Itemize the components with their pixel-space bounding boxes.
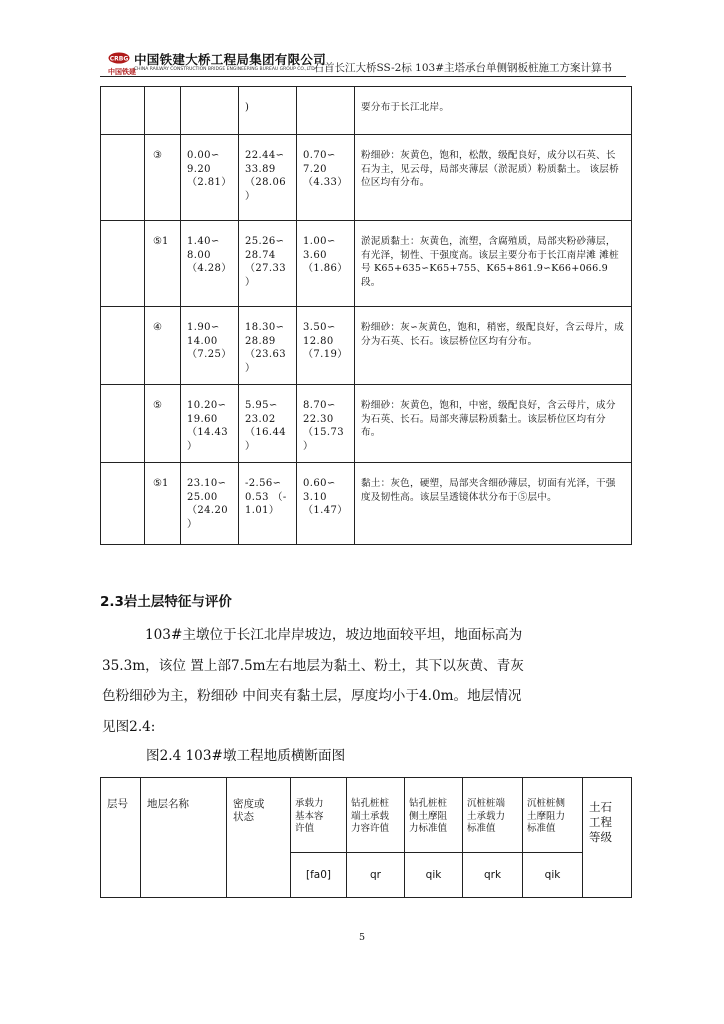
blank-cell xyxy=(101,463,145,545)
table-row xyxy=(101,135,632,221)
blank-cell xyxy=(101,87,145,135)
layer-description: 黏土：灰色，硬塑，局部夹含细砂薄层，切面有光泽，干强度及韧性高。该层呈透镜体状分布于⑤层中。 xyxy=(361,478,616,503)
header-layer-no: 层号 xyxy=(107,798,128,810)
layer-elevation: 5.95∽ 23.02 （16.44 ） xyxy=(245,400,287,452)
layer-depth-cell xyxy=(181,135,239,221)
layer-depth-cell xyxy=(181,307,239,385)
layer-elevation-cell xyxy=(239,463,297,545)
layer-thickness-cell xyxy=(297,221,355,307)
header-grade: 土石 工程 等级 xyxy=(589,800,612,844)
layer-depth: 0.00∽ 9.20 （2.81） xyxy=(187,150,232,188)
layer-thickness-cell xyxy=(297,307,355,385)
layer-id-cell xyxy=(145,87,181,135)
layer-id: ⑤ xyxy=(153,400,162,411)
table-row xyxy=(101,307,632,385)
layer-thickness: 1.00∽ 3.60 （1.86） xyxy=(303,236,348,274)
layer-depth: 1.40∽ 8.00 （4.28） xyxy=(187,236,232,274)
header-layer-name: 地层名称 xyxy=(147,798,189,810)
layer-elevation: -2.56∽ 0.53 （- 1.01） xyxy=(245,478,287,516)
layer-id: ⑤1 xyxy=(153,478,169,489)
layer-depth xyxy=(181,87,238,101)
layer-description: 淤泥质黏土：灰黄色，流塑，含腐殖质，局部夹粉砂薄层，有光泽，韧性、干强度高。该层主要分布于长江南岸滩 滩桩号 K65+635∽K65+755、K65+861.9∽K66+066.9段。 xyxy=(361,236,619,288)
logo-subtitle: 中国铁建 xyxy=(108,68,136,76)
layer-description: 粉细砂：灰黄色，饱和，松散，级配良好，成分以石英、长石为主，见云母，局部夹薄层（淤泥质）粉质黏土。 该层桥位区均有分布。 xyxy=(361,150,619,188)
header-bearing-capacity: 承载力 基本容 许值 xyxy=(295,798,324,834)
symbol-qik-driven: qik xyxy=(523,853,583,898)
layer-id-cell xyxy=(145,307,181,385)
crbg-logo-icon xyxy=(108,52,130,64)
paragraph-line: 色粉细砂为主，粉细砂 中间夹有黏土层，厚度均小于4.0m。地层情况 xyxy=(102,688,522,704)
layer-elevation-cell xyxy=(239,385,297,463)
layer-id-cell xyxy=(145,221,181,307)
layer-elevation-cell xyxy=(239,135,297,221)
layer-thickness-cell xyxy=(297,135,355,221)
layer-depth: 23.10∽ 25.00 （24.20 ） xyxy=(187,478,229,530)
layer-description: 要分布于长江北岸。 xyxy=(361,102,450,113)
header-divider xyxy=(100,76,626,77)
layer-id-cell xyxy=(145,135,181,221)
layer-depth: 10.20∽ 19.60 （14.43 ） xyxy=(187,400,229,452)
layer-id-cell xyxy=(145,463,181,545)
layer-id: ⑤1 xyxy=(153,236,169,247)
layer-description-cell xyxy=(355,135,632,221)
layer-id: ③ xyxy=(153,150,162,161)
table-row xyxy=(101,221,632,307)
layer-elevation-cell xyxy=(239,221,297,307)
header-density: 密度或 状态 xyxy=(233,798,265,823)
layer-depth-cell xyxy=(181,463,239,545)
layer-id-cell xyxy=(145,385,181,463)
layer-depth-cell xyxy=(181,385,239,463)
layer-id xyxy=(145,87,180,101)
layer-elevation: ) xyxy=(245,102,250,113)
header-bored-end: 钻孔桩桩 端土承载 力容许值 xyxy=(351,798,390,834)
soil-parameter-table xyxy=(100,777,632,898)
layer-elevation-cell xyxy=(239,307,297,385)
layer-id: ④ xyxy=(153,322,162,333)
header-driven-end: 沉桩桩端 土承载力 标准值 xyxy=(467,798,506,834)
section-paragraph xyxy=(102,620,626,742)
paragraph-line: 103#主墩位于长江北岸岸坡边，坡边地面较平坦，地面标高为 xyxy=(145,627,523,643)
header-bored-side: 钻孔桩桩 侧土摩阻 力标准值 xyxy=(409,798,448,834)
layer-description: 粉细砂：灰黄色，饱和，中密，级配良好，含云母片，成分为石英、长石。局部夹薄层粉质黏土。该层桥位区均有分布。 xyxy=(361,400,616,438)
symbol-qr: qr xyxy=(347,853,405,898)
layer-description-cell xyxy=(355,87,632,135)
symbol-qrk: qrk xyxy=(463,853,523,898)
layer-thickness: 8.70∽ 22.30 （15.73 ） xyxy=(303,400,345,452)
soil-layer-table xyxy=(100,86,632,545)
company-english-name: CHINA RAILWAY CONSTRUCTION BRIDGE ENGINEERING BUREAU GROUP CO.,LTD xyxy=(134,67,315,72)
blank-cell xyxy=(101,221,145,307)
layer-depth-cell xyxy=(181,87,239,135)
layer-thickness-cell xyxy=(297,385,355,463)
layer-description-cell xyxy=(355,463,632,545)
symbol-qik: qik xyxy=(405,853,463,898)
layer-thickness xyxy=(297,87,354,101)
svg-text:CRBG: CRBG xyxy=(109,55,129,63)
header-driven-side: 沉桩桩侧 土摩阻力 标准值 xyxy=(527,798,566,834)
layer-elevation-cell xyxy=(239,87,297,135)
layer-description-cell xyxy=(355,385,632,463)
blank-cell xyxy=(101,135,145,221)
figure-caption: 图2.4 103#墩工程地质横断面图 xyxy=(146,748,346,764)
layer-depth: 1.90∽ 14.00 （7.25） xyxy=(187,322,232,360)
document-title: 石首长江大桥SS-2标 103#主塔承台单侧钢板桩施工方案计算书 xyxy=(313,62,612,74)
section-heading: 2.3岩土层特征与评价 xyxy=(100,594,232,610)
layer-description: 粉细砂：灰∽灰黄色，饱和，稍密，级配良好，含云母片，成分为石英、长石。该层桥位区均有分布。 xyxy=(361,322,624,347)
layer-thickness: 0.70∽ 7.20 （4.33） xyxy=(303,150,348,188)
layer-thickness-cell xyxy=(297,87,355,135)
table-row xyxy=(101,463,632,545)
layer-thickness-cell xyxy=(297,463,355,545)
blank-cell xyxy=(101,385,145,463)
table-row xyxy=(101,87,632,135)
symbol-fa0: [fa0] xyxy=(291,853,347,898)
layer-elevation: 22.44∽ 33.89 （28.06 ） xyxy=(245,150,287,202)
company-name: 中国铁建大桥工程局集团有限公司 xyxy=(134,52,327,67)
layer-description-cell xyxy=(355,221,632,307)
layer-description-cell xyxy=(355,307,632,385)
layer-elevation: 18.30∽ 28.89 （23.63 ） xyxy=(245,322,287,374)
layer-thickness: 0.60∽ 3.10 （1.47） xyxy=(303,478,348,516)
layer-depth-cell xyxy=(181,221,239,307)
page-number: 5 xyxy=(358,932,366,943)
paragraph-line: 见图2.4: xyxy=(102,718,156,735)
blank-cell xyxy=(101,307,145,385)
paragraph-line: 35.3m，该位 置上部7.5m左右地层为黏土、粉土，其下以灰黄、青灰 xyxy=(102,657,524,674)
table-row xyxy=(101,385,632,463)
layer-elevation: 25.26∽ 28.74 （27.33 ） xyxy=(245,236,287,288)
layer-thickness: 3.50∽ 12.80 （7.19） xyxy=(303,322,348,360)
